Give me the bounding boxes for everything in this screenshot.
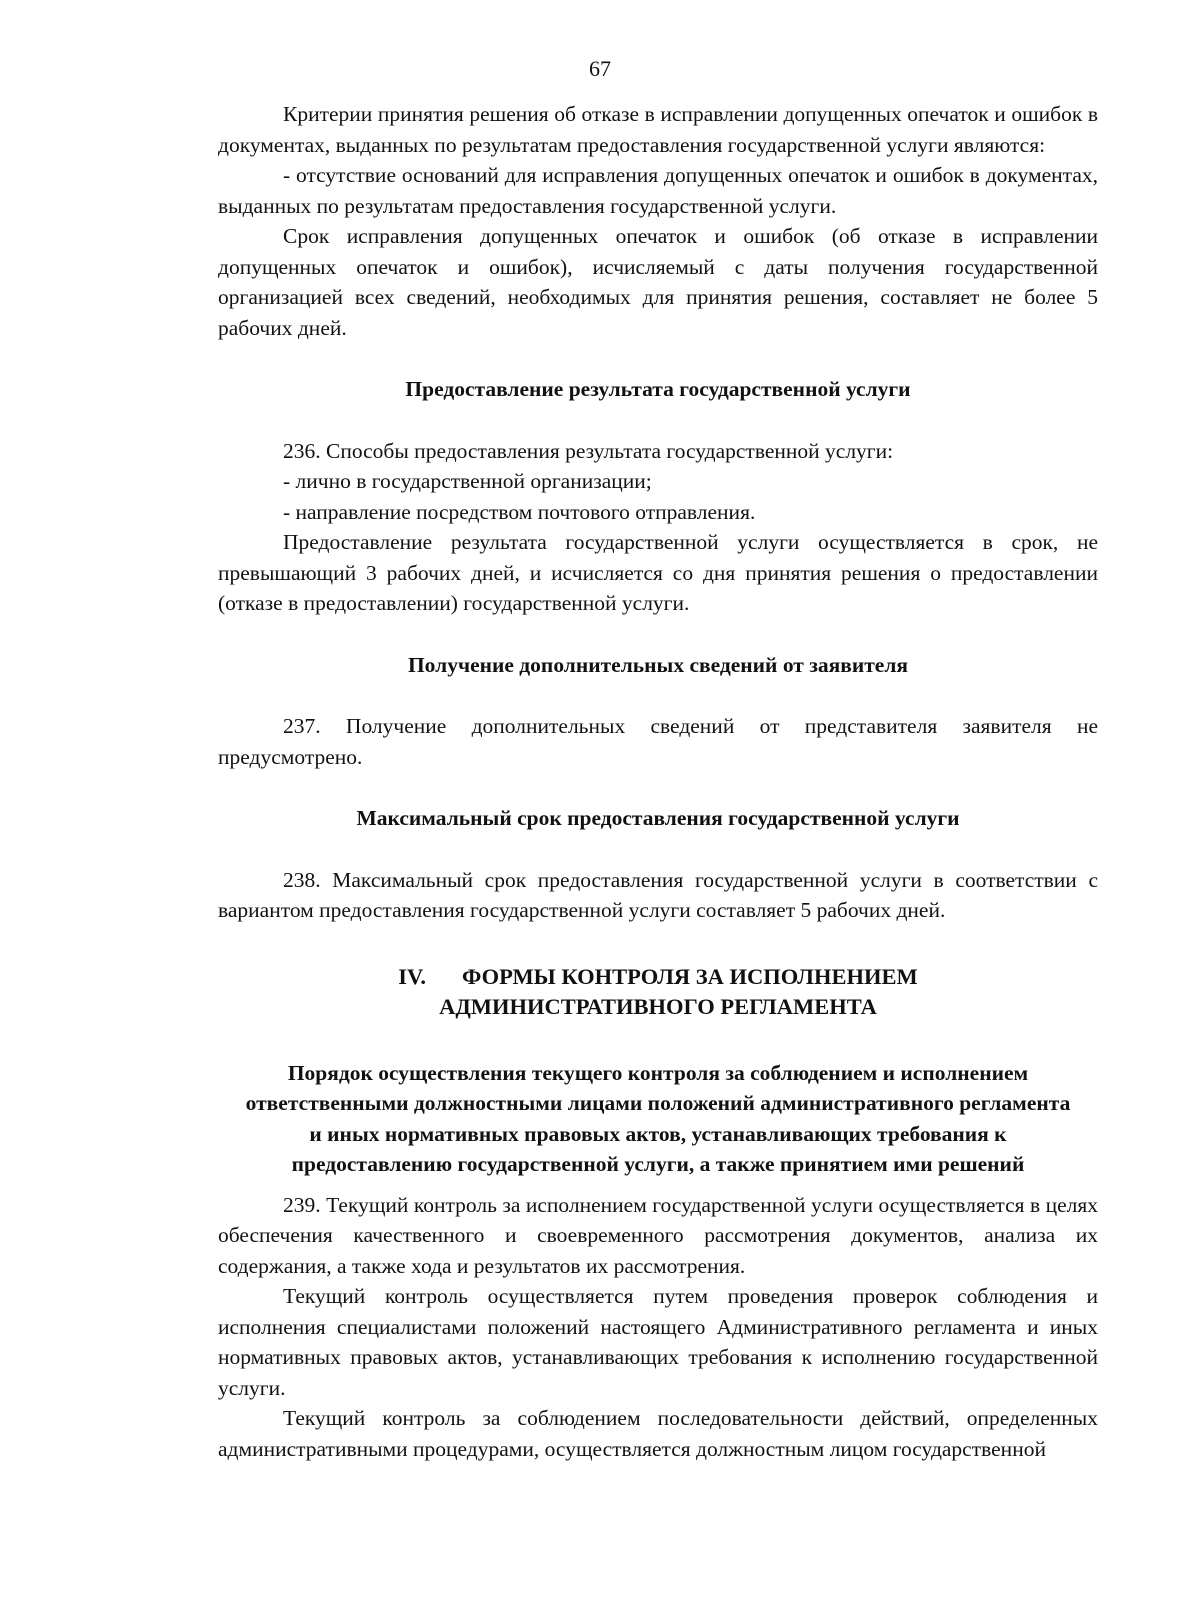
page-content xyxy=(218,99,1098,1464)
list-item: - направление посредством почтового отправления. xyxy=(283,499,756,524)
section-number: IV. xyxy=(398,963,427,989)
paragraph: Текущий контроль осуществляется путем проведения проверок соблюдения и исполнения специалистами положений настоящего Административного регламента и иных нормативных правовых актов, устанавливающих требования к исполнению государственной услуги. xyxy=(218,1284,1098,1400)
list-item: - лично в государственной организации; xyxy=(283,469,652,493)
paragraph: 236. Способы предоставления результата государственной услуги: xyxy=(283,438,894,463)
paragraph: Срок исправления допущенных опечаток и ошибок (об отказе в исправлении допущенных опечаток и ошибок), исчисляемый с даты получения государственной организацией всех сведений, необходимых для принятия решения, составляет не более 5 рабочих дней. xyxy=(218,224,1098,340)
paragraph: Предоставление результата государственной услуги осуществляется в срок, не превышающий 3 рабочих дней, и исчисляется со дня принятия решения о предоставлении (отказе в предоставлении) государственной услуги. xyxy=(218,530,1098,615)
subsection-heading: Максимальный срок предоставления государственной услуги xyxy=(356,806,960,830)
section-heading xyxy=(218,962,1098,992)
paragraph: Текущий контроль за соблюдением последовательности действий, определенных административными процедурами, осуществляется должностным лицом государственной xyxy=(218,1406,1098,1461)
paragraph: - отсутствие оснований для исправления допущенных опечаток и ошибок в документах, выданных по результатам предоставления государственной услуги. xyxy=(218,163,1098,218)
section-title-line: ФОРМЫ КОНТРОЛЯ ЗА ИСПОЛНЕНИЕМ xyxy=(462,963,918,989)
paragraph: 238. Максимальный срок предоставления государственной услуги в соответствии с вариантом предоставления государственной услуги составляет 5 рабочих дней. xyxy=(218,867,1098,922)
subsection-heading-line: ответственными должностными лицами положений административного регламента xyxy=(245,1091,1071,1115)
paragraph: 239. Текущий контроль за исполнением государственной услуги осуществляется в целях обеспечения качественного и своевременного рассмотрения документов, анализа их содержания, а также хода и результатов их рассмотрения. xyxy=(218,1192,1098,1278)
paragraph: 237. Получение дополнительных сведений от представителя заявителя не предусмотрено. xyxy=(218,714,1098,769)
subsection-heading: Предоставление результата государственной услуги xyxy=(405,377,911,401)
subsection-heading-line: Порядок осуществления текущего контроля за соблюдением и исполнением xyxy=(287,1060,1029,1085)
section-title-line: АДМИНИСТРАТИВНОГО РЕГЛАМЕНТА xyxy=(439,993,877,1019)
page-number: 67 xyxy=(589,56,611,81)
subsection-heading-line: предоставлению государственной услуги, а также принятием ими решений xyxy=(291,1152,1025,1176)
paragraph: Критерии принятия решения об отказе в исправлении допущенных опечаток и ошибок в документах, выданных по результатам предоставления государственной услуги являются: xyxy=(218,102,1098,157)
subsection-heading-line: и иных нормативных правовых актов, устанавливающих требования к xyxy=(309,1121,1007,1146)
subsection-heading: Получение дополнительных сведений от заявителя xyxy=(407,652,909,677)
